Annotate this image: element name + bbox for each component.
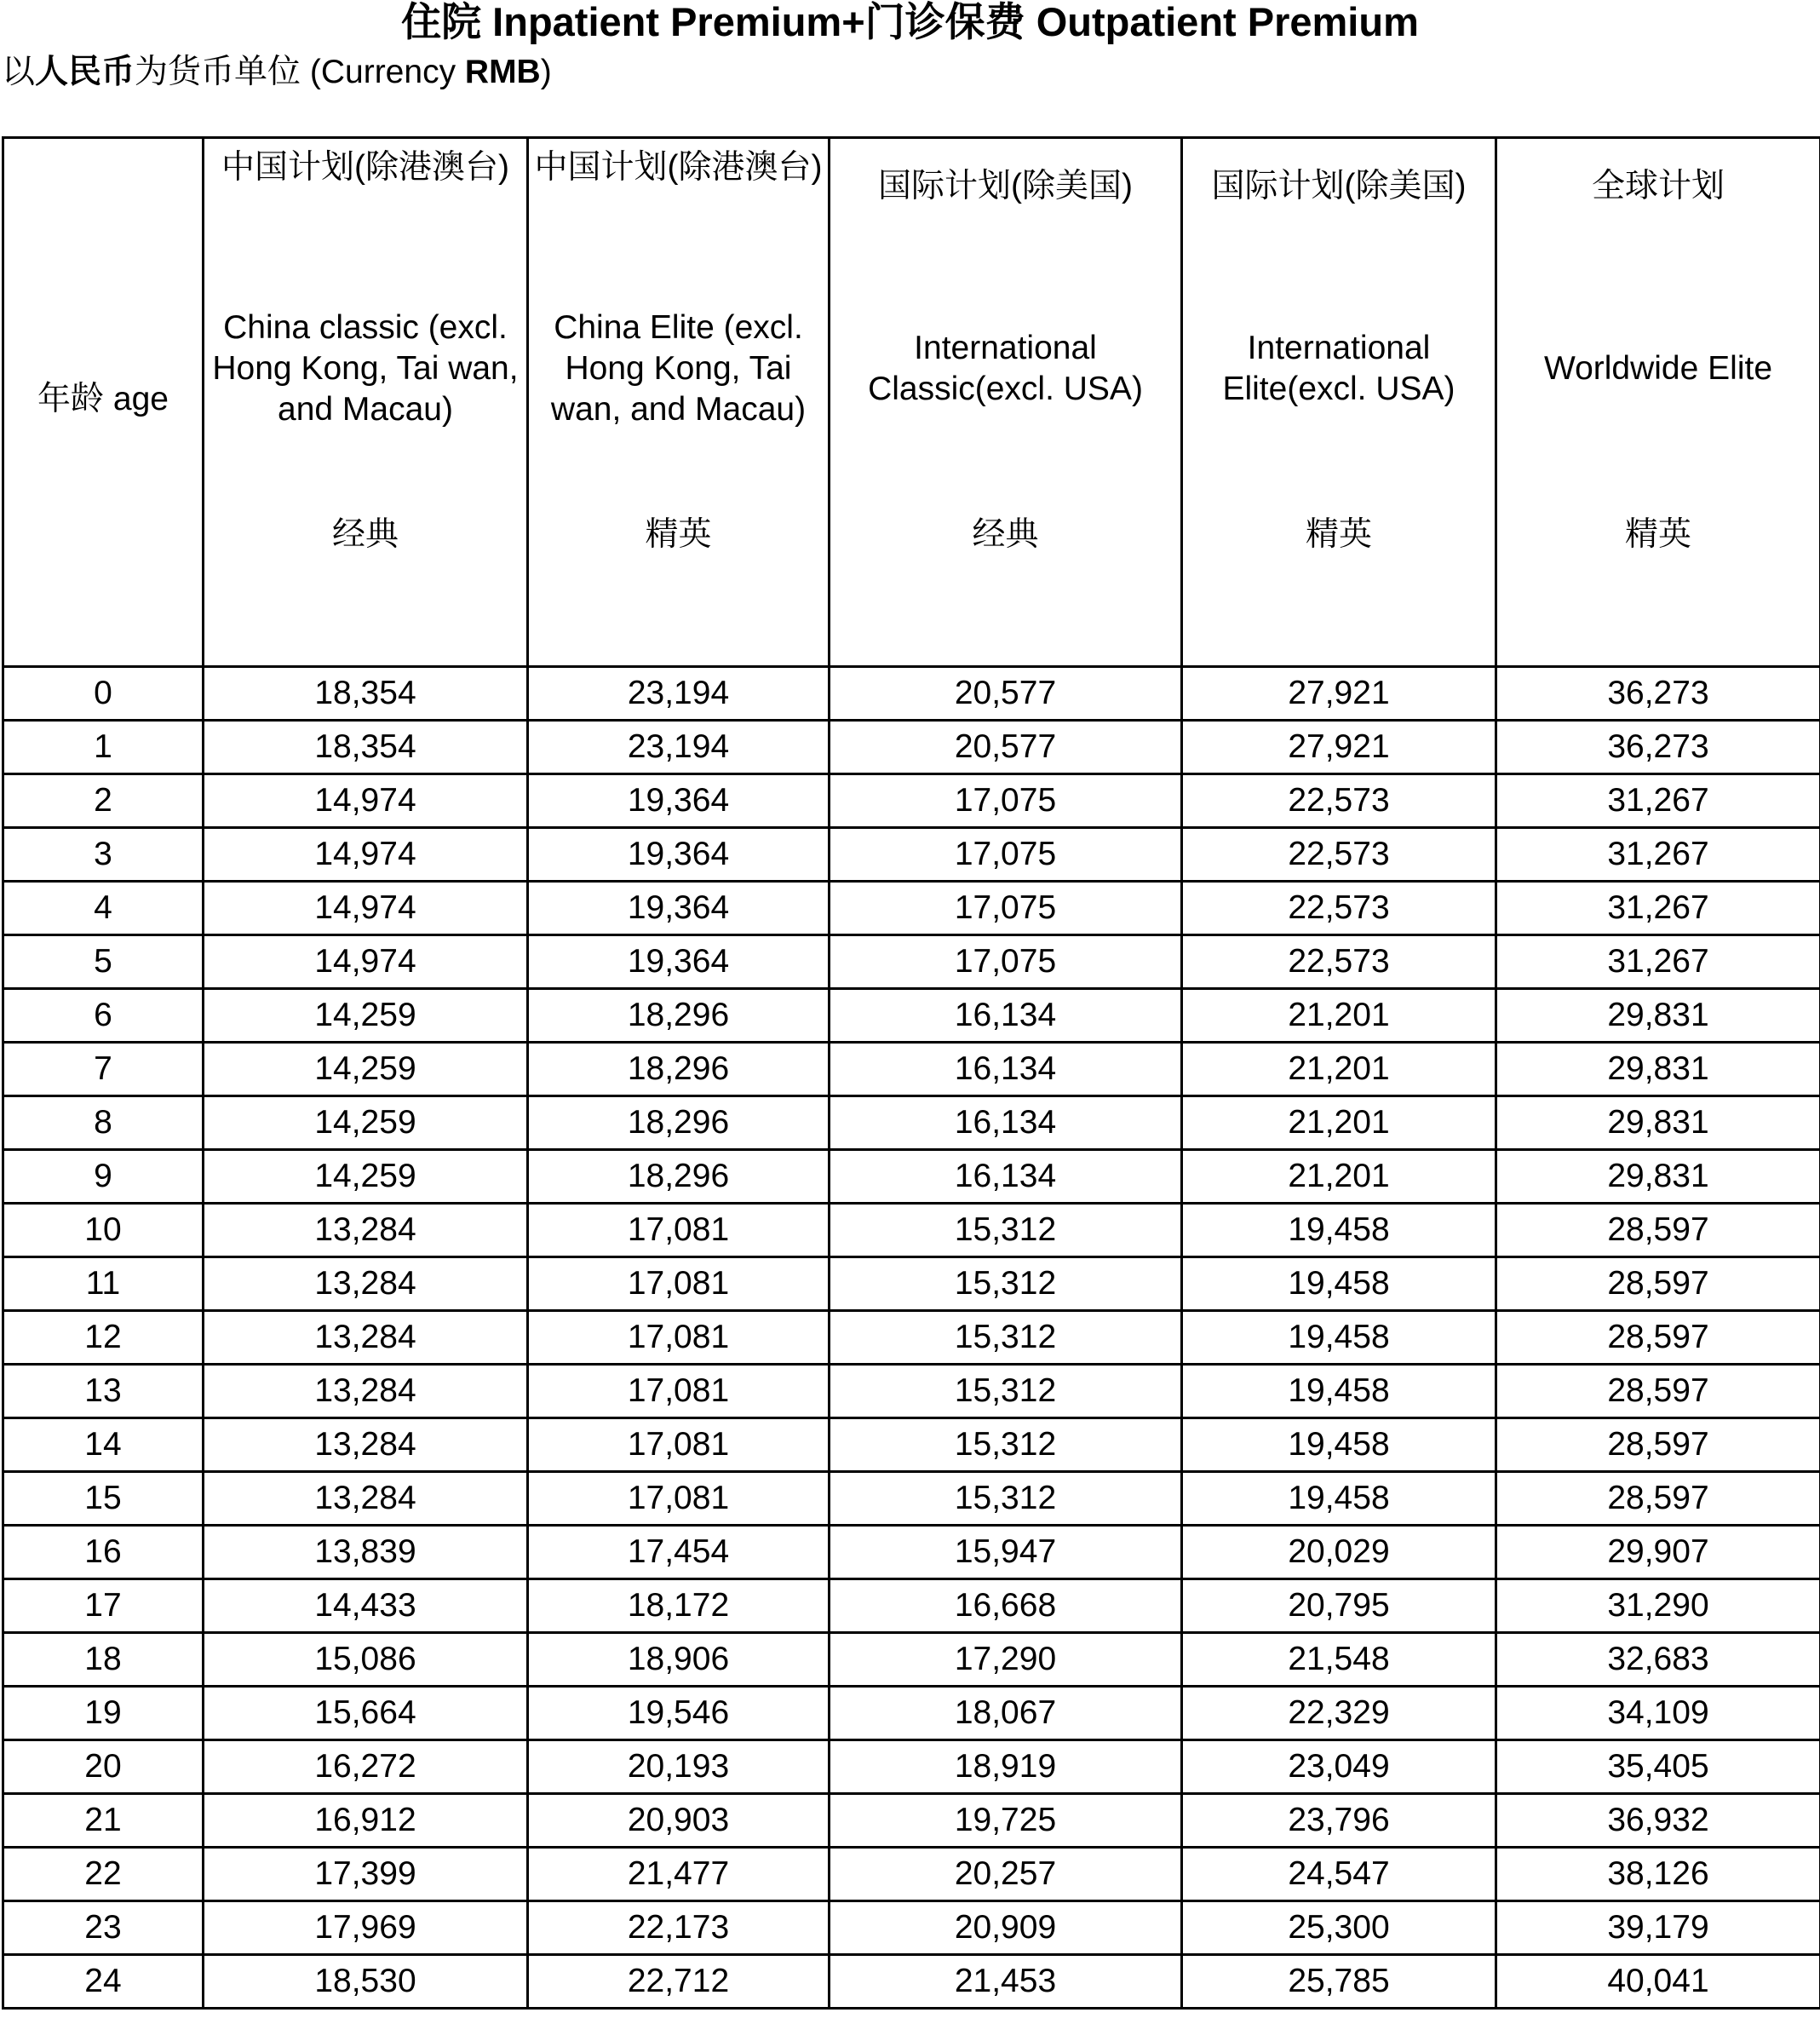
premium-cell: 31,267 xyxy=(1496,882,1820,935)
age-cell: 23 xyxy=(3,1901,204,1955)
plan-en-name: International Classic(excl. USA) xyxy=(868,330,1143,407)
table-row xyxy=(3,721,1820,774)
plan-column-header xyxy=(204,138,528,667)
premium-cell: 15,086 xyxy=(204,1633,528,1687)
age-cell: 5 xyxy=(3,935,204,989)
premium-cell: 14,974 xyxy=(204,935,528,989)
currency-note-suffix: ) xyxy=(540,54,552,90)
premium-cell: 15,312 xyxy=(830,1365,1182,1418)
premium-cell: 18,906 xyxy=(528,1633,830,1687)
age-cell: 2 xyxy=(3,774,204,828)
premium-cell: 21,548 xyxy=(1182,1633,1496,1687)
plan-column-header xyxy=(528,138,830,667)
plan-cn-name: 全球计划 xyxy=(1591,168,1725,204)
age-cell: 3 xyxy=(3,828,204,882)
premium-table xyxy=(2,136,1820,2010)
premium-cell: 29,831 xyxy=(1496,1096,1820,1150)
premium-cell: 13,284 xyxy=(204,1204,528,1257)
table-row xyxy=(3,1526,1820,1579)
premium-cell: 17,081 xyxy=(528,1365,830,1418)
age-cell: 19 xyxy=(3,1687,204,1740)
table-row xyxy=(3,1311,1820,1365)
currency-note-prefix: 以 xyxy=(2,54,36,90)
premium-cell: 16,134 xyxy=(830,1096,1182,1150)
premium-cell: 22,573 xyxy=(1182,774,1496,828)
table-row xyxy=(3,989,1820,1043)
premium-cell: 21,201 xyxy=(1182,1043,1496,1096)
premium-table-body xyxy=(3,667,1820,2009)
premium-cell: 28,597 xyxy=(1496,1257,1820,1311)
premium-cell: 18,067 xyxy=(830,1687,1182,1740)
table-row xyxy=(3,667,1820,721)
premium-cell: 17,075 xyxy=(830,882,1182,935)
premium-cell: 13,839 xyxy=(204,1526,528,1579)
premium-cell: 36,273 xyxy=(1496,721,1820,774)
age-cell: 8 xyxy=(3,1096,204,1150)
table-row xyxy=(3,1848,1820,1901)
premium-cell: 13,284 xyxy=(204,1472,528,1526)
premium-cell: 28,597 xyxy=(1496,1204,1820,1257)
premium-cell: 19,458 xyxy=(1182,1472,1496,1526)
premium-cell: 19,364 xyxy=(528,935,830,989)
age-cell: 12 xyxy=(3,1311,204,1365)
table-row xyxy=(3,828,1820,882)
premium-cell: 20,577 xyxy=(830,667,1182,721)
premium-cell: 15,312 xyxy=(830,1418,1182,1472)
premium-cell: 13,284 xyxy=(204,1418,528,1472)
age-cell: 18 xyxy=(3,1633,204,1687)
premium-cell: 14,974 xyxy=(204,774,528,828)
premium-cell: 20,909 xyxy=(830,1901,1182,1955)
premium-cell: 22,573 xyxy=(1182,882,1496,935)
plan-tier: 精英 xyxy=(645,516,712,553)
premium-cell: 19,364 xyxy=(528,774,830,828)
premium-cell: 19,725 xyxy=(830,1794,1182,1848)
premium-cell: 14,974 xyxy=(204,828,528,882)
plan-en-name: China Elite (excl. Hong Kong, Tai wan, and Macau) xyxy=(550,309,807,428)
premium-cell: 23,194 xyxy=(528,721,830,774)
premium-cell: 17,075 xyxy=(830,935,1182,989)
age-cell: 17 xyxy=(3,1579,204,1633)
age-cell: 24 xyxy=(3,1955,204,2009)
table-row xyxy=(3,935,1820,989)
premium-cell: 18,296 xyxy=(528,1043,830,1096)
premium-cell: 31,290 xyxy=(1496,1579,1820,1633)
premium-cell: 36,273 xyxy=(1496,667,1820,721)
premium-cell: 15,312 xyxy=(830,1472,1182,1526)
premium-cell: 16,912 xyxy=(204,1794,528,1848)
premium-cell: 32,683 xyxy=(1496,1633,1820,1687)
premium-cell: 23,796 xyxy=(1182,1794,1496,1848)
table-row xyxy=(3,1043,1820,1096)
currency-note-middle: 为货币单位 (Currency xyxy=(135,54,465,90)
premium-cell: 15,312 xyxy=(830,1204,1182,1257)
page-title: 住院 Inpatient Premium+门诊保费 Outpatient Premium xyxy=(401,0,1419,44)
age-cell: 1 xyxy=(3,721,204,774)
premium-cell: 18,172 xyxy=(528,1579,830,1633)
premium-cell: 14,433 xyxy=(204,1579,528,1633)
table-row xyxy=(3,1687,1820,1740)
premium-cell: 14,259 xyxy=(204,989,528,1043)
plan-column-header xyxy=(830,138,1182,667)
premium-cell: 34,109 xyxy=(1496,1687,1820,1740)
premium-cell: 17,081 xyxy=(528,1472,830,1526)
premium-cell: 15,664 xyxy=(204,1687,528,1740)
table-row xyxy=(3,1150,1820,1204)
table-row xyxy=(3,1257,1820,1311)
premium-cell: 16,134 xyxy=(830,1043,1182,1096)
premium-cell: 17,290 xyxy=(830,1633,1182,1687)
premium-cell: 20,029 xyxy=(1182,1526,1496,1579)
premium-cell: 19,458 xyxy=(1182,1418,1496,1472)
premium-cell: 24,547 xyxy=(1182,1848,1496,1901)
premium-cell: 17,081 xyxy=(528,1257,830,1311)
table-row xyxy=(3,1794,1820,1848)
premium-cell: 28,597 xyxy=(1496,1365,1820,1418)
premium-cell: 31,267 xyxy=(1496,774,1820,828)
premium-cell: 18,296 xyxy=(528,1150,830,1204)
premium-cell: 20,577 xyxy=(830,721,1182,774)
age-cell: 11 xyxy=(3,1257,204,1311)
premium-cell: 18,354 xyxy=(204,721,528,774)
premium-cell: 16,272 xyxy=(204,1740,528,1794)
premium-cell: 19,364 xyxy=(528,828,830,882)
premium-cell: 21,453 xyxy=(830,1955,1182,2009)
premium-cell: 19,364 xyxy=(528,882,830,935)
premium-cell: 14,974 xyxy=(204,882,528,935)
premium-cell: 22,173 xyxy=(528,1901,830,1955)
premium-cell: 20,795 xyxy=(1182,1579,1496,1633)
age-cell: 4 xyxy=(3,882,204,935)
premium-cell: 22,573 xyxy=(1182,828,1496,882)
premium-cell: 17,081 xyxy=(528,1311,830,1365)
currency-note-code: RMB xyxy=(464,54,541,90)
premium-cell: 40,041 xyxy=(1496,1955,1820,2009)
plan-column-header xyxy=(1182,138,1496,667)
table-row xyxy=(3,1633,1820,1687)
table-row xyxy=(3,1096,1820,1150)
premium-cell: 19,458 xyxy=(1182,1204,1496,1257)
premium-cell: 20,257 xyxy=(830,1848,1182,1901)
table-row xyxy=(3,1365,1820,1418)
premium-cell: 16,134 xyxy=(830,1150,1182,1204)
premium-cell: 21,201 xyxy=(1182,1096,1496,1150)
premium-cell: 19,458 xyxy=(1182,1365,1496,1418)
age-cell: 20 xyxy=(3,1740,204,1794)
age-cell: 10 xyxy=(3,1204,204,1257)
plan-en-name: International Elite(excl. USA) xyxy=(1222,330,1455,407)
currency-note xyxy=(2,51,552,94)
table-row xyxy=(3,774,1820,828)
premium-cell: 22,329 xyxy=(1182,1687,1496,1740)
premium-cell: 31,267 xyxy=(1496,828,1820,882)
premium-cell: 13,284 xyxy=(204,1257,528,1311)
plan-tier: 精英 xyxy=(1624,516,1691,553)
premium-cell: 22,712 xyxy=(528,1955,830,2009)
table-row xyxy=(3,1204,1820,1257)
plan-cn-name: 国际计划(除美国) xyxy=(878,168,1133,204)
premium-cell: 21,201 xyxy=(1182,989,1496,1043)
premium-cell: 25,785 xyxy=(1182,1955,1496,2009)
premium-cell: 18,530 xyxy=(204,1955,528,2009)
table-row xyxy=(3,1901,1820,1955)
premium-cell: 20,903 xyxy=(528,1794,830,1848)
premium-cell: 28,597 xyxy=(1496,1418,1820,1472)
premium-cell: 23,049 xyxy=(1182,1740,1496,1794)
premium-cell: 39,179 xyxy=(1496,1901,1820,1955)
premium-cell: 29,831 xyxy=(1496,1150,1820,1204)
premium-cell: 17,081 xyxy=(528,1418,830,1472)
plan-cn-name: 中国计划(除港澳台) xyxy=(534,149,823,186)
premium-cell: 29,907 xyxy=(1496,1526,1820,1579)
premium-cell: 17,969 xyxy=(204,1901,528,1955)
table-row xyxy=(3,1418,1820,1472)
premium-cell: 16,668 xyxy=(830,1579,1182,1633)
premium-cell: 14,259 xyxy=(204,1096,528,1150)
age-cell: 7 xyxy=(3,1043,204,1096)
plan-tier: 经典 xyxy=(972,516,1039,553)
premium-cell: 27,921 xyxy=(1182,721,1496,774)
premium-cell: 15,312 xyxy=(830,1257,1182,1311)
age-cell: 13 xyxy=(3,1365,204,1418)
age-cell: 15 xyxy=(3,1472,204,1526)
premium-cell: 23,194 xyxy=(528,667,830,721)
premium-cell: 18,296 xyxy=(528,1096,830,1150)
premium-cell: 18,354 xyxy=(204,667,528,721)
premium-cell: 13,284 xyxy=(204,1311,528,1365)
plan-tier: 精英 xyxy=(1305,516,1372,553)
age-cell: 16 xyxy=(3,1526,204,1579)
age-cell: 14 xyxy=(3,1418,204,1472)
age-cell: 0 xyxy=(3,667,204,721)
premium-cell: 29,831 xyxy=(1496,1043,1820,1096)
premium-cell: 18,296 xyxy=(528,989,830,1043)
premium-cell: 17,075 xyxy=(830,774,1182,828)
plan-column-header xyxy=(1496,138,1820,667)
premium-cell: 15,947 xyxy=(830,1526,1182,1579)
table-row xyxy=(3,1472,1820,1526)
premium-cell: 18,919 xyxy=(830,1740,1182,1794)
premium-cell: 17,454 xyxy=(528,1526,830,1579)
premium-cell: 19,458 xyxy=(1182,1311,1496,1365)
age-cell: 6 xyxy=(3,989,204,1043)
table-row xyxy=(3,1579,1820,1633)
premium-cell: 20,193 xyxy=(528,1740,830,1794)
premium-cell: 35,405 xyxy=(1496,1740,1820,1794)
age-cell: 9 xyxy=(3,1150,204,1204)
premium-cell: 13,284 xyxy=(204,1365,528,1418)
plan-en-name: Worldwide Elite xyxy=(1543,350,1773,387)
premium-cell: 38,126 xyxy=(1496,1848,1820,1901)
premium-cell: 28,597 xyxy=(1496,1472,1820,1526)
premium-cell: 25,300 xyxy=(1182,1901,1496,1955)
plan-tier: 经典 xyxy=(331,516,399,553)
plan-en-name: China classic (excl. Hong Kong, Tai wan, and Macau) xyxy=(212,309,519,428)
premium-cell: 31,267 xyxy=(1496,935,1820,989)
premium-cell: 22,573 xyxy=(1182,935,1496,989)
premium-cell: 19,458 xyxy=(1182,1257,1496,1311)
premium-cell: 29,831 xyxy=(1496,989,1820,1043)
age-column-header xyxy=(3,138,204,667)
premium-cell: 14,259 xyxy=(204,1043,528,1096)
premium-cell: 19,546 xyxy=(528,1687,830,1740)
age-header-label: 年龄 age xyxy=(37,381,169,417)
premium-cell: 28,597 xyxy=(1496,1311,1820,1365)
premium-cell: 17,075 xyxy=(830,828,1182,882)
table-header-row xyxy=(3,138,1820,667)
premium-cell: 17,399 xyxy=(204,1848,528,1901)
plan-cn-name: 中国计划(除港澳台) xyxy=(221,149,509,186)
premium-cell: 27,921 xyxy=(1182,667,1496,721)
premium-cell: 16,134 xyxy=(830,989,1182,1043)
table-row xyxy=(3,1955,1820,2009)
premium-cell: 15,312 xyxy=(830,1311,1182,1365)
age-cell: 22 xyxy=(3,1848,204,1901)
table-row xyxy=(3,882,1820,935)
premium-cell: 17,081 xyxy=(528,1204,830,1257)
premium-cell: 14,259 xyxy=(204,1150,528,1204)
age-cell: 21 xyxy=(3,1794,204,1848)
premium-cell: 21,477 xyxy=(528,1848,830,1901)
currency-note-cn: 人民币 xyxy=(35,54,135,90)
table-row xyxy=(3,1740,1820,1794)
premium-cell: 36,932 xyxy=(1496,1794,1820,1848)
premium-cell: 21,201 xyxy=(1182,1150,1496,1204)
plan-cn-name: 国际计划(除美国) xyxy=(1211,168,1467,204)
